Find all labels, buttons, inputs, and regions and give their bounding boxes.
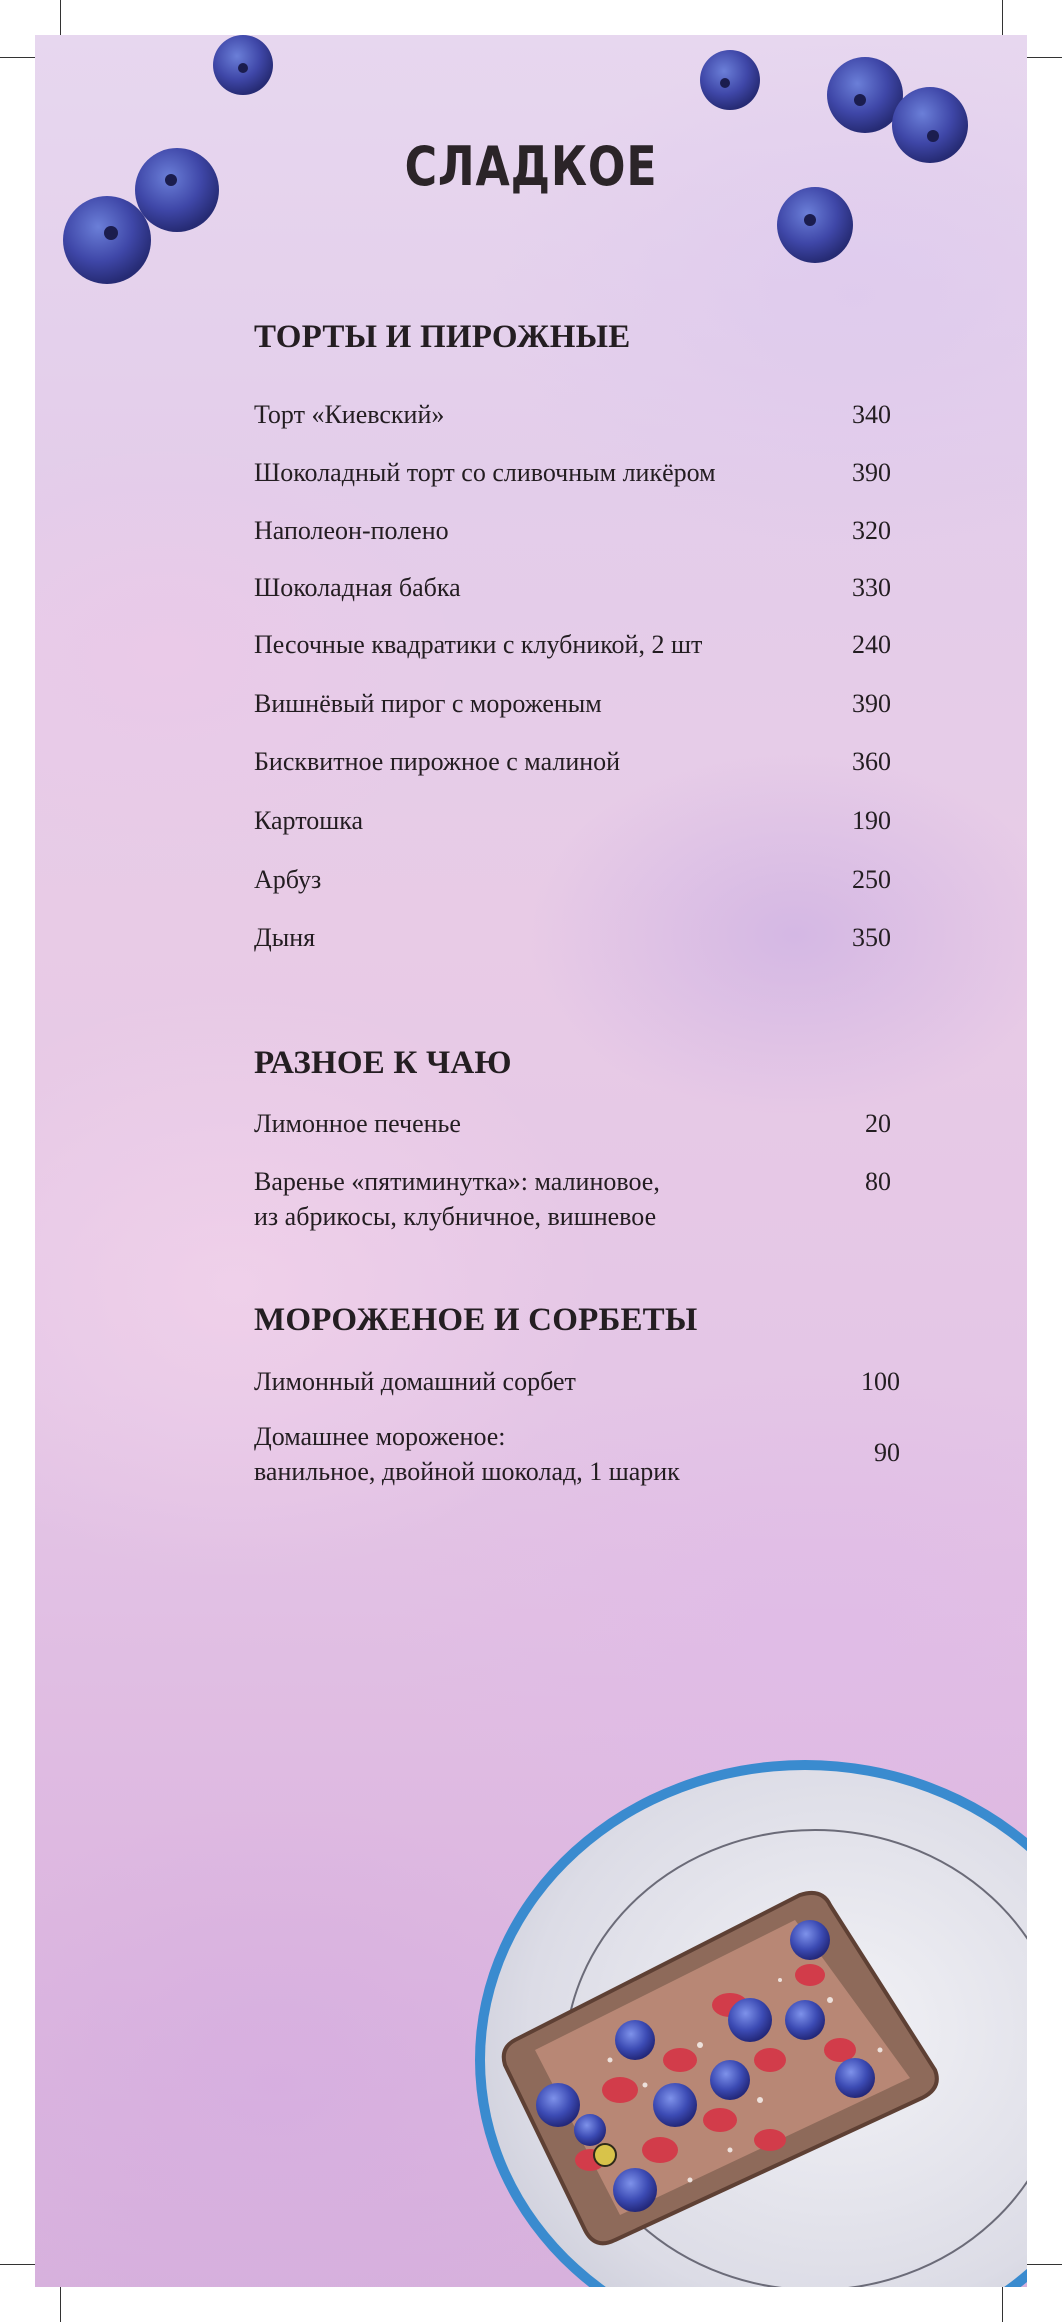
crop-mark: [0, 2264, 35, 2265]
menu-item-price: 80: [865, 1167, 891, 1196]
menu-page: [35, 35, 1027, 2287]
menu-item-price: 350: [852, 923, 891, 952]
crop-mark: [1027, 57, 1062, 58]
crop-mark: [1002, 0, 1003, 35]
menu-item-price: 240: [852, 630, 891, 659]
menu-item-name: Лимонный домашний сорбет: [254, 1367, 576, 1396]
menu-item-name: Домашнее мороженое:: [254, 1422, 506, 1451]
section-title: МОРОЖЕНОЕ И СОРБЕТЫ: [254, 1302, 698, 1338]
page-title: СЛАДКОЕ: [404, 135, 658, 198]
menu-item-name: Лимонное печенье: [254, 1109, 461, 1138]
menu-item-name-line2: ванильное, двойной шоколад, 1 шарик: [254, 1457, 680, 1486]
berry-tart-plate-illustration: [430, 1760, 1027, 2287]
menu-item-name: Варенье «пятиминутка»: малиновое,: [254, 1167, 660, 1196]
menu-item-name: Шоколадный торт со сливочным ликёром: [254, 458, 716, 487]
menu-item-name: Наполеон-полено: [254, 516, 449, 545]
blueberry-icon: [695, 45, 765, 115]
menu-item-price: 90: [874, 1438, 900, 1467]
menu-item-price: 20: [865, 1109, 891, 1138]
menu-item-price: 390: [852, 458, 891, 487]
menu-item-name: Торт «Киевский»: [254, 400, 445, 429]
section-title: РАЗНОЕ К ЧАЮ: [254, 1045, 512, 1081]
menu-item-price: 100: [861, 1367, 900, 1396]
menu-item-price: 390: [852, 689, 891, 718]
menu-item-name: Бисквитное пирожное с малиной: [254, 747, 621, 776]
menu-item-price: 340: [852, 400, 891, 429]
menu-item-name-line2: из абрикосы, клубничное, вишневое: [254, 1202, 657, 1231]
crop-mark: [60, 0, 61, 35]
section-title: ТОРТЫ И ПИРОЖНЫЕ: [254, 319, 631, 355]
menu-item-price: 330: [852, 573, 891, 602]
menu-item-price: 320: [852, 516, 891, 545]
blueberry-icon: [205, 35, 281, 105]
menu-item-name: Вишнёвый пирог с мороженым: [254, 689, 602, 718]
menu-item-price: 360: [852, 747, 891, 776]
crop-mark: [1002, 2287, 1003, 2322]
crop-mark: [0, 57, 35, 58]
menu-item-name: Песочные квадратики с клубникой, 2 шт: [254, 630, 703, 659]
menu-item-name: Арбуз: [254, 865, 322, 894]
menu-item-name: Картошка: [254, 806, 364, 835]
menu-item-name: Шоколадная бабка: [254, 573, 461, 602]
menu-item-price: 250: [852, 865, 891, 894]
menu-item-price: 190: [852, 806, 891, 835]
menu-item-name: Дыня: [254, 923, 316, 952]
crop-mark: [1027, 2264, 1062, 2265]
crop-mark: [60, 2287, 61, 2322]
